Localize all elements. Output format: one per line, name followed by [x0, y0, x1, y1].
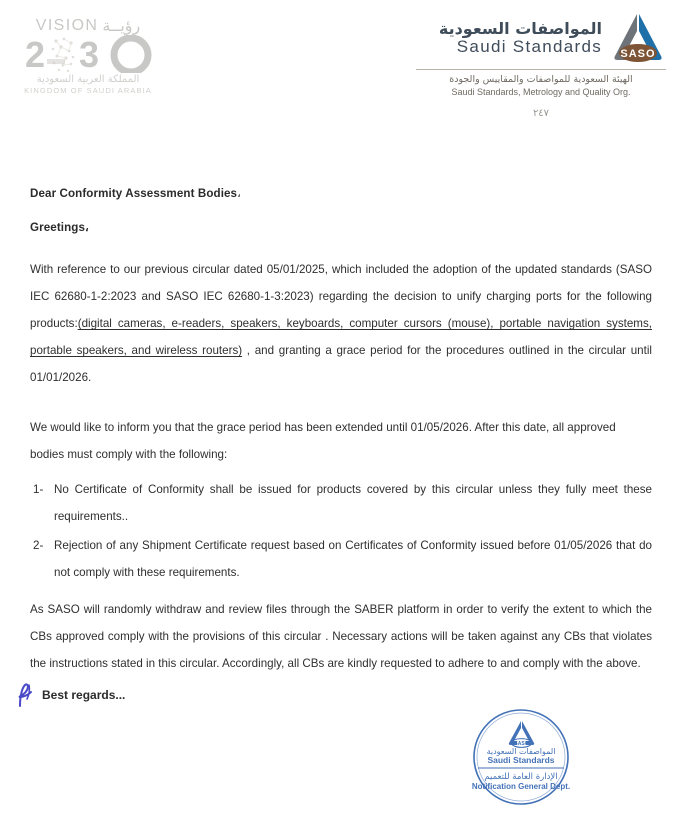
list-item-marker: 1-: [33, 483, 44, 496]
salutation-text: Dear Conformity Assessment Bodies: [30, 187, 238, 200]
saso-name-en: Saudi Standards: [456, 36, 602, 56]
saso-name-ar: المواصفات السعودية: [438, 18, 602, 38]
official-stamp: [462, 706, 580, 808]
list-item-marker: 2-: [33, 539, 44, 552]
letter-body: [30, 186, 652, 685]
saso-org-ar: الهيئة السعودية للمواصفات والمقاييس والجودة: [449, 74, 633, 85]
vision-subtitle-ar: المملكة العربية السعودية: [36, 74, 140, 85]
paragraph-1: [30, 256, 652, 391]
vision-wordmark-en: VISION: [35, 17, 99, 34]
stamp-dept-en: Notification General Dept.: [471, 782, 571, 791]
saso-logo-main-row: [416, 12, 666, 64]
salutation-comma: ،: [237, 186, 241, 200]
svg-text:SASO: SASO: [514, 741, 529, 747]
svg-text:2: 2: [25, 35, 46, 73]
requirements-list: [30, 476, 652, 586]
saso-name-group: [439, 20, 602, 57]
handwritten-signature-icon: [16, 682, 36, 708]
list-item-text: Rejection of any Shipment Certificate request based on Certificates of Conformity issued before 01/05/2026 that do not comply with these requirements.: [54, 539, 652, 579]
greeting: [30, 220, 652, 234]
document-header: [0, 0, 676, 132]
greeting-text: Greetings: [30, 221, 86, 234]
paragraph-1-part-1: With reference to our previous circular dated 05/01/2025, which included the adoption of the updated standards (SASO IEC 62680-1-2:2023 and SASO IEC 62680-1-3:2023) regarding the decision to unify charging ports for the following products:: [30, 263, 652, 330]
vision-2030-year-graphic: [18, 35, 158, 73]
saso-logo-block: [416, 12, 666, 119]
list-item: [30, 476, 652, 530]
saso-divider: [416, 69, 666, 70]
vision-2030-wordmark-row: [18, 14, 158, 34]
svg-text:SASO: SASO: [620, 48, 656, 60]
saso-org-group: [416, 74, 666, 98]
document-reference-number: ٢٤٧: [532, 108, 550, 120]
saso-org-en: Saudi Standards, Metrology and Quality Org.: [451, 86, 631, 97]
vision-subtitle-en: KINGDOM OF SAUDI ARABIA: [24, 86, 152, 95]
paragraph-2: We would like to inform you that the grace period has been extended until 01/05/2026. After this date, all approved bodies must comply with the following:: [30, 421, 616, 461]
vision-wordmark-ar: رؤيــة: [102, 16, 141, 35]
stamp-dept-ar: الإدارة العامة للتعميم: [484, 772, 558, 782]
list-item-text: No Certificate of Conformity shall be issued for products covered by this circular unless they fully meet these requirements..: [54, 483, 652, 523]
svg-text:3: 3: [79, 35, 100, 73]
paragraph-1-underlined-products: (digital cameras, e-readers, speakers, keyboards, computer cursors (mouse), portable navigation systems, portable speakers, and wireless routers): [30, 317, 652, 357]
salutation: [30, 186, 652, 200]
signature-block: [16, 682, 125, 708]
spacer: [30, 399, 652, 414]
paragraph-1-part-2: , and granting a grace period for the procedures outlined in the circular until 01/01/2026.: [30, 344, 652, 384]
vision-2030-logo: [18, 14, 158, 95]
stamp-name-ar: المواصفات السعودية: [486, 747, 556, 756]
list-item: [30, 532, 652, 586]
saso-triangle-icon: [610, 12, 666, 64]
spacer: [30, 588, 652, 596]
paragraph-3: As SASO will randomly withdraw and review files through the SABER platform in order to verify the extent to which the CBs approved comply with the provisions of this circular . Necessary actions will be taken against any CBs that violates the instructions stated in this circular. Accordingly, all CBs are kindly requested to adhere to and comply with the above.: [30, 603, 652, 670]
greeting-comma: ،: [85, 221, 89, 234]
stamp-name-en: Saudi Standards: [487, 755, 555, 765]
closing-text: Best regards...: [42, 688, 126, 702]
